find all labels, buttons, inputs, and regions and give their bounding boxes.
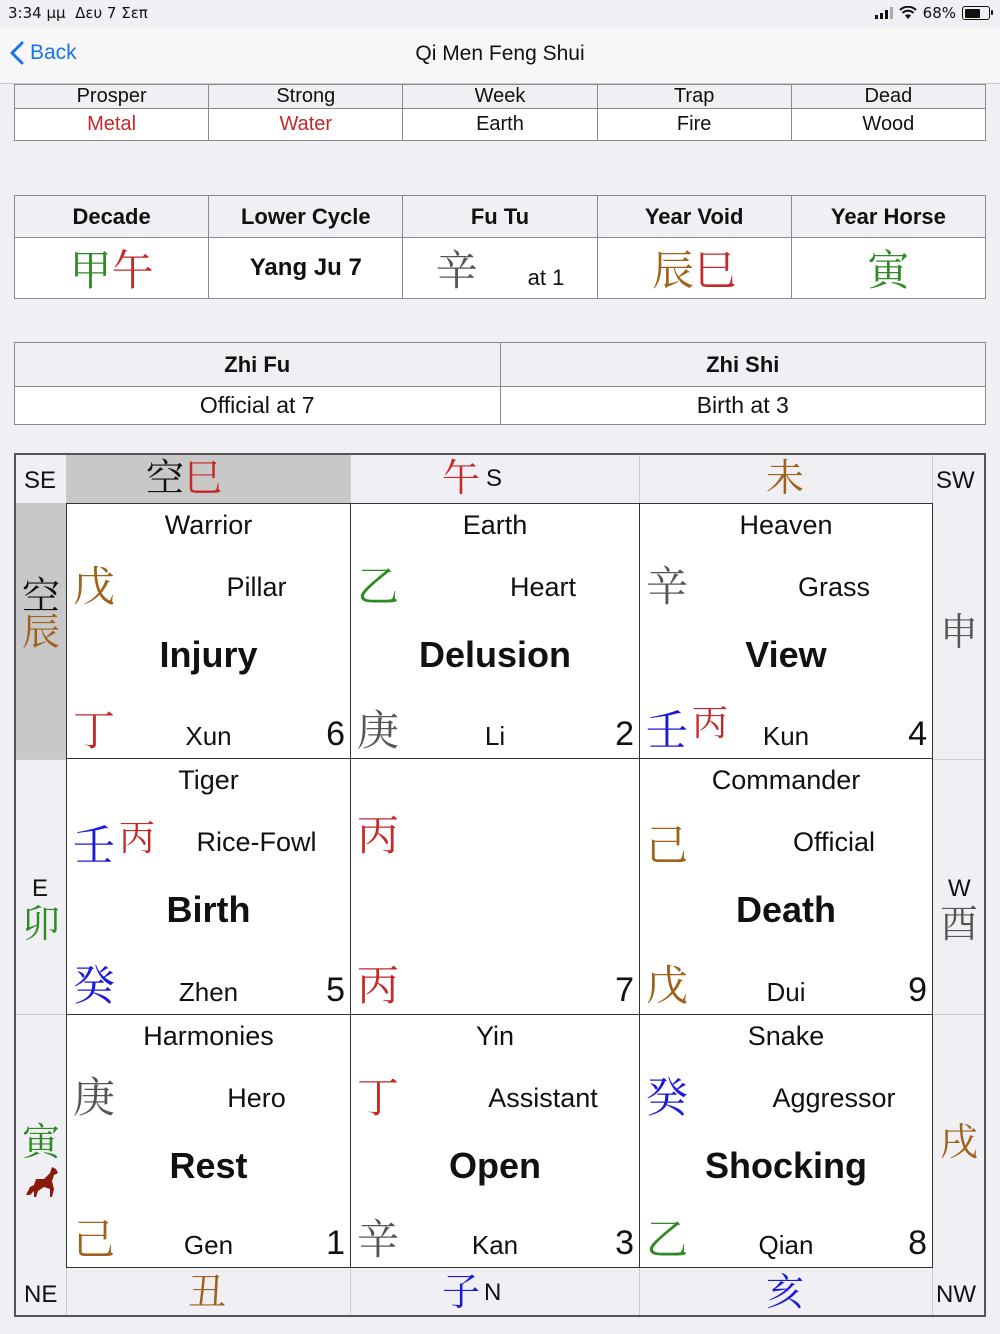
palace-cell-xun[interactable] [66, 503, 351, 759]
branch-si: 巳 [184, 456, 223, 500]
year-horse-value [791, 238, 985, 299]
heaven-stem: 辛 [646, 562, 689, 611]
palace-cell-gen[interactable] [66, 1014, 351, 1268]
back-label: Back [30, 41, 77, 64]
cycle-header: Fu Tu [403, 196, 597, 238]
phase-header: Prosper [15, 85, 209, 109]
palace-number: 9 [908, 971, 927, 1009]
deity-name: Assistant [488, 1083, 598, 1113]
top-mid-branch: 午 [442, 456, 481, 500]
status-time: 3:34 μμ [8, 4, 66, 22]
palace-cell-kan[interactable] [350, 1014, 640, 1268]
heaven-stem: 癸 [646, 1073, 689, 1122]
star-name: Heaven [739, 510, 833, 540]
palace-name: Kan [471, 1230, 519, 1260]
cycle-header: Decade [15, 196, 209, 238]
heaven-stem: 庚 [73, 1073, 116, 1122]
heaven-stem: 壬 [73, 821, 116, 870]
left-bottom-branch: 寅 [22, 1120, 61, 1164]
phase-value: Metal [15, 109, 209, 141]
earth-stem-2: 丙 [692, 703, 729, 744]
corner-nw: NW [936, 1281, 976, 1308]
door-name: Rest [169, 1145, 248, 1186]
earth-stem: 己 [73, 1215, 116, 1264]
earth-stem: 戊 [646, 961, 689, 1010]
deity-name: Grass [797, 572, 870, 602]
earth-stem: 辛 [357, 1215, 400, 1264]
fu-tu-char: 辛 [435, 246, 478, 295]
earth-stem: 庚 [357, 706, 400, 755]
wifi-icon [899, 6, 917, 20]
status-date: Δευ 7 Σεπ [75, 4, 148, 22]
star-name: Warrior [164, 510, 253, 540]
signal-icon [875, 7, 893, 19]
door-name: View [745, 634, 827, 675]
void-marker: 空 [146, 456, 185, 500]
palace-number: 4 [908, 715, 927, 753]
decade-value [15, 238, 209, 299]
zhi-shi-header: Zhi Shi [500, 343, 986, 387]
fu-tu-value [403, 238, 597, 299]
palace-name: Li [484, 721, 506, 751]
palace-number: 5 [326, 971, 345, 1009]
earth-stem: 丁 [73, 706, 116, 755]
bottom-right-branch: 亥 [766, 1270, 805, 1314]
phase-header: Strong [209, 85, 403, 109]
year-horse-char: 寅 [867, 246, 910, 295]
cycle-table [14, 195, 986, 299]
zhi-table [14, 342, 986, 425]
palace-name: Zhen [178, 977, 239, 1007]
earth-stem: 乙 [646, 1215, 689, 1264]
left-void-marker: 空 [22, 574, 61, 618]
status-right [875, 4, 990, 22]
right-bottom-branch: 戌 [940, 1120, 979, 1164]
left-mid-branch: 卯 [22, 902, 61, 946]
corner-sw: SW [936, 467, 975, 494]
door-name: Shocking [704, 1145, 868, 1186]
palace-name: Dui [766, 977, 806, 1007]
palace-cell-kun[interactable] [639, 503, 933, 759]
heaven-stem: 丙 [357, 811, 400, 860]
star-name: Commander [711, 765, 861, 795]
deity-name: Heart [509, 572, 577, 602]
corner-ne: NE [24, 1281, 58, 1308]
earth-stem: 癸 [73, 961, 116, 1010]
earth-stem: 壬 [646, 706, 689, 755]
page-title: Qi Men Feng Shui [415, 42, 585, 65]
direction-south: S [486, 465, 503, 492]
star-name: Harmonies [143, 1021, 274, 1051]
deity-name: Rice-Fowl [196, 827, 317, 857]
phase-value: Fire [597, 109, 791, 141]
deity-name: Pillar [226, 572, 287, 602]
decade-stem: 甲 [69, 246, 112, 295]
heaven-stem: 己 [646, 821, 689, 870]
deity-name: Hero [227, 1083, 286, 1113]
cycle-header: Lower Cycle [209, 196, 403, 238]
fu-tu-at: at 1 [527, 265, 565, 290]
palace-name: Xun [185, 721, 232, 751]
phase-value: Water [209, 109, 403, 141]
phase-value: Earth [403, 109, 597, 141]
cycle-header: Year Horse [791, 196, 985, 238]
palace-number: 2 [615, 715, 634, 753]
heaven-stem: 戊 [73, 562, 116, 611]
palace-number: 6 [326, 715, 345, 753]
door-name: Death [735, 889, 837, 930]
star-name: Earth [462, 510, 528, 540]
battery-percent: 68% [922, 4, 956, 22]
phases-table [14, 84, 986, 141]
door-name: Birth [166, 889, 251, 930]
zhi-fu-value: Official at 7 [15, 387, 501, 425]
heaven-stem-2: 丙 [119, 818, 156, 859]
deity-name: Official [792, 827, 876, 857]
year-void-value [597, 238, 791, 299]
bottom-left-branch: 丑 [188, 1270, 227, 1314]
palace-name: Qian [758, 1230, 814, 1260]
direction-east: E [32, 875, 49, 902]
year-void-1: 辰 [652, 246, 695, 295]
top-right-branch: 未 [766, 456, 805, 500]
earth-stem: 丙 [357, 961, 400, 1010]
deity-name: Aggressor [772, 1083, 896, 1113]
status-time-date [8, 4, 148, 22]
door-name: Injury [159, 634, 258, 675]
phase-header: Dead [791, 85, 985, 109]
direction-west: W [948, 875, 971, 902]
door-name: Open [448, 1145, 541, 1186]
heaven-stem: 乙 [357, 562, 400, 611]
palace-cell-center[interactable] [350, 758, 640, 1015]
palace-cell-li[interactable] [350, 503, 640, 759]
bottom-mid-branch: 子 [442, 1270, 481, 1314]
star-name: Snake [747, 1021, 825, 1051]
year-void-2: 巳 [694, 246, 737, 295]
navigation-bar [0, 28, 1000, 84]
status-bar [0, 0, 1000, 28]
corner-se: SE [24, 467, 57, 494]
door-name: Delusion [418, 634, 571, 675]
right-mid-branch: 酉 [940, 902, 979, 946]
left-top-branch: 辰 [22, 610, 61, 654]
heaven-stem: 丁 [357, 1073, 400, 1122]
zhi-fu-header: Zhi Fu [15, 343, 501, 387]
phase-value: Wood [791, 109, 985, 141]
palace-number: 8 [908, 1224, 927, 1262]
palace-cell-qian[interactable] [639, 1014, 933, 1268]
phase-header: Trap [597, 85, 791, 109]
palace-name: Gen [183, 1230, 234, 1260]
phase-header: Week [403, 85, 597, 109]
direction-north: N [484, 1279, 502, 1306]
palace-cell-zhen[interactable] [66, 758, 351, 1015]
right-top-branch: 申 [940, 610, 979, 654]
zhi-shi-value: Birth at 3 [500, 387, 986, 425]
palace-number: 7 [615, 971, 634, 1009]
horse-icon [22, 1161, 62, 1201]
cycle-header: Year Void [597, 196, 791, 238]
palace-number: 3 [615, 1224, 634, 1262]
palace-name: Kun [762, 721, 810, 751]
palace-number: 1 [326, 1224, 345, 1262]
palace-cell-dui[interactable] [639, 758, 933, 1015]
top-left-branch [146, 456, 223, 500]
decade-branch: 午 [111, 246, 154, 295]
star-name: Yin [475, 1021, 515, 1051]
star-name: Tiger [178, 765, 239, 795]
battery-icon [962, 6, 990, 20]
lower-cycle-value: Yang Ju 7 [209, 238, 403, 299]
qimen-chart [14, 453, 986, 1317]
